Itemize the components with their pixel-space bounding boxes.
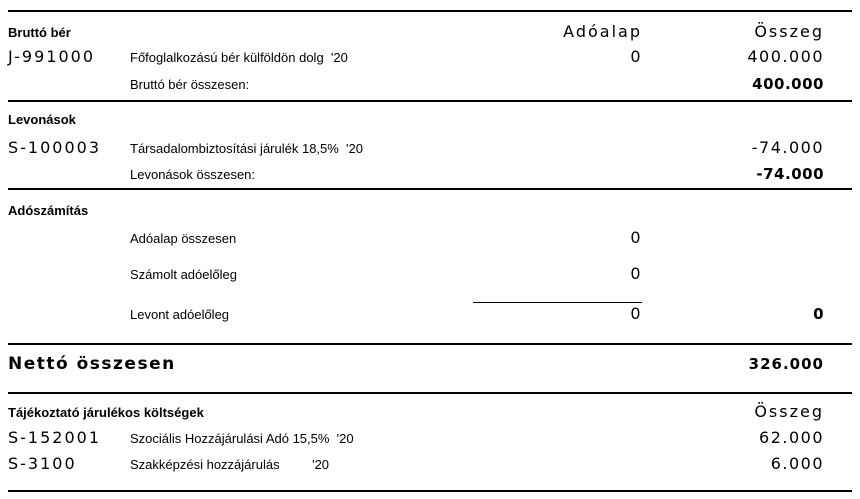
net-total-row bbox=[8, 352, 852, 376]
section-title-gross: Bruttó bér bbox=[8, 25, 71, 40]
info-item-amount: 6.000 bbox=[770, 454, 824, 473]
tax-base-value: 0 bbox=[630, 228, 642, 247]
info-item-code: S-152001 bbox=[8, 428, 102, 447]
net-total-label: Nettó összesen bbox=[8, 354, 176, 374]
net-total-amount: 326.000 bbox=[748, 355, 824, 373]
divider-after-gross bbox=[8, 100, 852, 102]
withheld-tax-amount: 0 bbox=[813, 305, 824, 323]
deduction-amount: -74.000 bbox=[751, 138, 824, 157]
gross-total-label: Bruttó bér összesen: bbox=[130, 77, 250, 92]
tax-base-label: Adóalap összesen bbox=[130, 231, 237, 246]
info-item-code: S-3100 bbox=[8, 454, 77, 473]
wage-tax-base: 0 bbox=[630, 47, 642, 66]
calculated-tax-label: Számolt adóelőleg bbox=[130, 267, 237, 282]
gross-header-row bbox=[8, 22, 852, 42]
gross-total-row bbox=[8, 74, 852, 94]
section-title-deductions: Levonások bbox=[8, 112, 76, 127]
info-item-description: Szakképzési hozzájárulás '20 bbox=[130, 457, 330, 472]
deductions-total-row bbox=[8, 164, 852, 184]
info-item-description: Szociális Hozzájárulási Adó 15,5% '20 bbox=[130, 431, 354, 446]
divider-after-net bbox=[8, 392, 852, 394]
divider-top bbox=[8, 10, 852, 12]
info-column-header-osszeg: Összeg bbox=[754, 402, 824, 421]
withheld-tax-row bbox=[8, 304, 852, 324]
deduction-code: S-100003 bbox=[8, 138, 102, 157]
calculated-tax-row bbox=[8, 264, 852, 284]
info-item-row bbox=[8, 454, 852, 474]
gross-total-amount: 400.000 bbox=[752, 75, 824, 93]
divider-after-deductions bbox=[8, 188, 852, 190]
deduction-description: Társadalombiztosítási járulék 18,5% '20 bbox=[130, 141, 363, 156]
info-item-amount: 62.000 bbox=[759, 428, 824, 447]
withheld-tax-base: 0 bbox=[630, 304, 642, 323]
tax-header-row bbox=[8, 202, 852, 220]
wage-code: J-991000 bbox=[8, 47, 95, 66]
calculated-tax-value: 0 bbox=[630, 264, 642, 283]
sum-underline bbox=[473, 302, 642, 303]
wage-description: Főfoglalkozású bér külföldön dolg '20 bbox=[130, 50, 348, 65]
divider-before-net bbox=[8, 343, 852, 345]
tax-base-row bbox=[8, 228, 852, 248]
column-header-adoalap: Adóalap bbox=[563, 22, 642, 41]
deductions-total-amount: -74.000 bbox=[756, 165, 824, 183]
section-title-tax: Adószámítás bbox=[8, 203, 89, 218]
deductions-total-label: Levonások összesen: bbox=[130, 167, 256, 182]
divider-bottom bbox=[8, 490, 852, 492]
section-title-info: Tájékoztató járulékos költségek bbox=[8, 405, 204, 420]
wage-amount: 400.000 bbox=[747, 47, 824, 66]
deductions-header-row bbox=[8, 111, 852, 129]
info-item-row bbox=[8, 428, 852, 448]
info-header-row bbox=[8, 402, 852, 422]
withheld-tax-label: Levont adóelőleg bbox=[130, 307, 230, 322]
column-header-osszeg: Összeg bbox=[754, 22, 824, 41]
gross-item-row bbox=[8, 47, 852, 67]
deduction-item-row bbox=[8, 138, 852, 158]
